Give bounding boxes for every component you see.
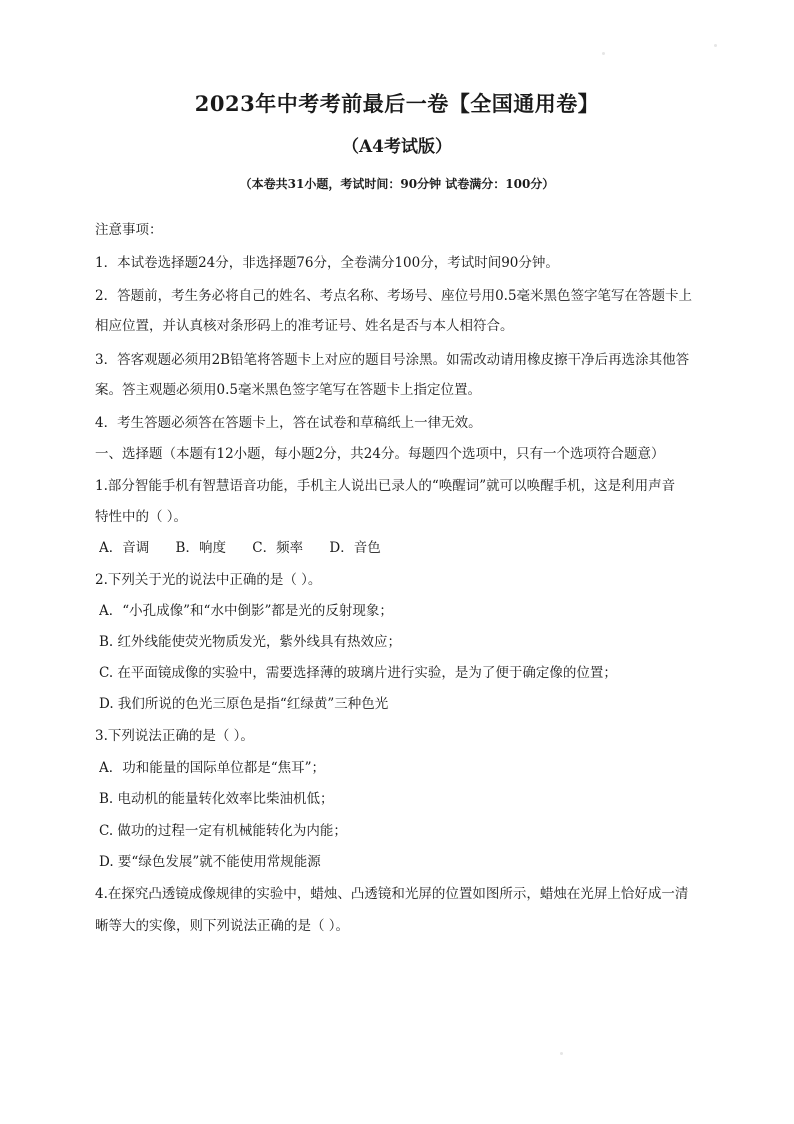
question-4-stem-cont: 晰等大的实像，则下列说法正确的是（ ）。 (95, 918, 350, 934)
exam-title: 2023年中考考前最后一卷【全国通用卷】 (194, 91, 600, 116)
question-4-stem: 4.在探究凸透镜成像规律的实验中，蜡烛、凸透镜和光屏的位置如图所示，蜡烛在光屏上恰好成一清 (95, 886, 689, 902)
question-2-option-a: A．“小孔成像”和“水中倒影”都是光的反射现象； (99, 603, 393, 619)
question-1-options (99, 538, 739, 558)
question-3-option-b: B. 电动机的能量转化效率比柴油机低； (99, 791, 334, 807)
question-3-stem: 3.下列说法正确的是（ ）。 (95, 728, 254, 744)
question-2-option-d: D. 我们所说的色光三原色是指“红绿黄”三种色光 (99, 696, 389, 712)
note-item: 相应位置，并认真核对条形码上的准考证号、姓名是否与本人相符合。 (95, 318, 514, 334)
note-item: 案。答主观题必须用0.5毫米黑色签字笔写在答题卡上指定位置。 (95, 382, 481, 398)
note-item: 1．本试卷选择题24分，非选择题76分，全卷满分100分，考试时间90分钟。 (95, 255, 559, 271)
question-3-option-c: C. 做功的过程一定有机械能转化为内能； (99, 823, 347, 839)
option-d: D．音色 (329, 540, 381, 556)
option-c: C．频率 (252, 540, 304, 556)
exam-subtitle: （A4考试版） (341, 137, 453, 157)
question-1-stem-cont: 特性中的（ ）。 (95, 509, 188, 525)
scan-speck (602, 52, 605, 55)
section-heading: 一、选择题（本题有12小题，每小题2分，共24分。每题四个选项中，只有一个选项符合题意） (95, 446, 665, 462)
note-item: 2．答题前，考生务必将自己的姓名、考点名称、考场号、座位号用0.5毫米黑色签字笔写在答题卡上 (95, 288, 693, 304)
scan-speck (714, 44, 717, 47)
question-2-option-c: C. 在平面镜成像的实验中，需要选择薄的玻璃片进行实验，是为了便于确定像的位置； (99, 665, 617, 681)
option-b: B．响度 (175, 540, 226, 556)
question-2-option-b: B. 红外线能使荧光物质发光，紫外线具有热效应； (99, 634, 402, 650)
question-3-option-d: D. 要“绿色发展”就不能使用常规能源 (99, 854, 321, 870)
question-3-option-a: A．功和能量的国际单位都是“焦耳”； (99, 760, 326, 776)
note-item: 3．答客观题必须用2B铅笔将答题卡上对应的题目号涂黑。如需改动请用橡皮擦干净后再选涂其他答 (95, 352, 690, 368)
exam-meta: （本卷共31小题，考试时间：90分钟 试卷满分：100分） (239, 177, 555, 191)
question-2-stem: 2.下列关于光的说法中正确的是（ ）。 (95, 572, 322, 588)
notes-heading: 注意事项： (95, 222, 163, 238)
note-item: 4．考生答题必须答在答题卡上，答在试卷和草稿纸上一律无效。 (95, 415, 482, 431)
option-a: A．音调 (99, 540, 150, 556)
scan-speck (560, 1052, 563, 1055)
question-1-stem: 1.部分智能手机有智慧语音功能，手机主人说出已录人的“唤醒词”就可以唤醒手机，这是利用声音 (95, 478, 676, 494)
